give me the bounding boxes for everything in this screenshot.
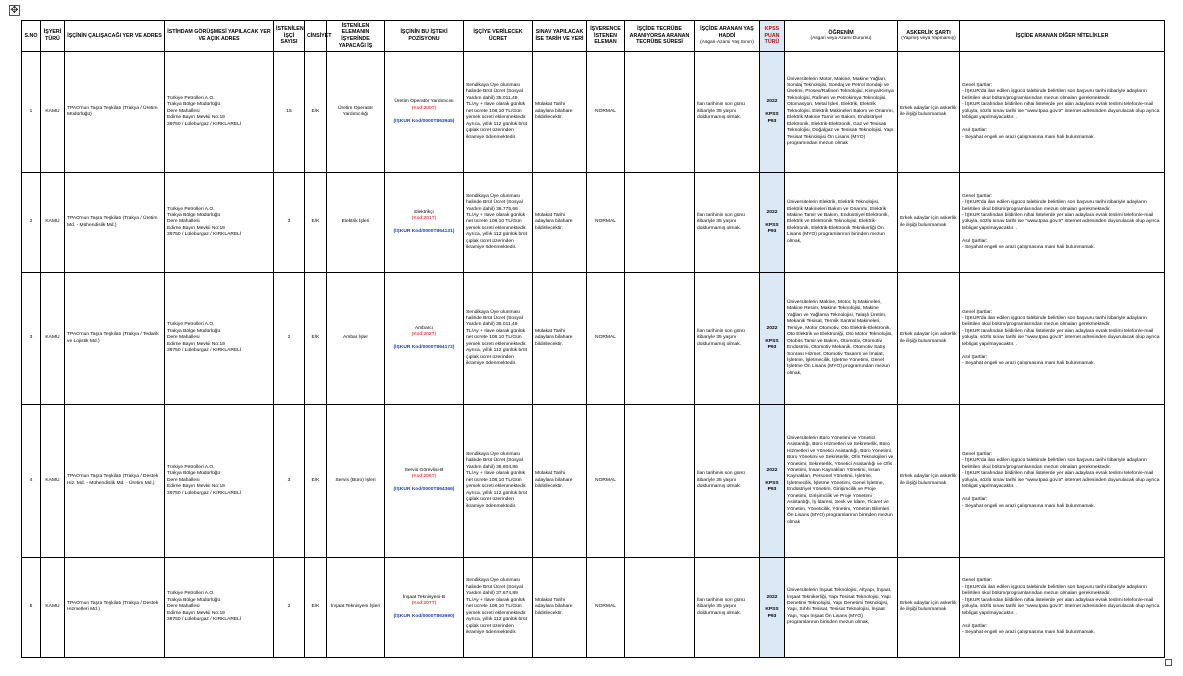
pozisyon-title: Ambarcı (414, 325, 434, 331)
cell-diger: Genel Şartlar: - İŞKUR'da ilan edilen işgücü talebinde belirtilen son başvuru tarihi itibariyle adayların belirtilen okul bölüm/programlarından mezun olmaları gerekmektedir. - İŞKUR tarafından bildirilen nihai listelerde yer alan adaylara evrak teslimi telefon/e-mail yoluyla, sözlü sınav tarihi ise "www.tpao.gov.tr" internet adresinden duyurulacak olup ayrıca tebligat yapılmayacaktır. . Asıl Şartlar: - Seyahat engeli ve arazi çalışmasına mani hali bulunmamak. (960, 173, 1165, 273)
table-move-handle-icon[interactable]: ✥ (10, 5, 19, 16)
cell-diger: Genel Şartlar: - İŞKUR'da ilan edilen işgücü talebinde belirtilen son başvuru tarihi itibariyle adayların belirtilen okul bölüm/programlarından mezun olmaları gerekmektedir. - İŞKUR tarafından bildirilen nihai listelerde yer alan adaylara evrak teslimi telefon/e-mail yoluyla, sözlü sınav tarihi ise "www.tpao.gov.tr" internet adresinden duyurulacak olup ayrıca tebligat yapılmayacaktır. . Asıl Şartlar: - Seyahat engeli ve arazi çalışmasına mani hali bulunmamak. (960, 405, 1165, 558)
cell-diger: Genel Şartlar: - İŞKUR'da ilan edilen işgücü talebinde belirtilen son başvuru tarihi itibariyle adayların belirtilen okul bölüm/programlarından mezun olmaları gerekmektedir. - İŞKUR tarafından bildirilen nihai listelerde yer alan adaylara evrak teslimi telefon/e-mail yoluyla, sözlü sınav tarihi ise "www.tpao.gov.tr" internet adresinden duyurulacak olup ayrıca tebligat yapılmayacaktır. . Asıl Şartlar: - Seyahat engeli ve arazi çalışmasına mani hali bulunmamak. (960, 557, 1165, 657)
cell-isyeri-turu: KAMU (41, 405, 65, 558)
cell-isyeri-turu: KAMU (41, 173, 65, 273)
cell-cinsiyet: E/K (305, 405, 327, 558)
pozisyon-title: Üretim Operatör Yardımcısı (394, 99, 454, 105)
cell-kpss (760, 173, 785, 273)
header-ogrenim (785, 21, 898, 52)
header-sno: S.NO (22, 21, 41, 52)
header-ucret: İŞÇİYE VERİLECEK ÜCRET (464, 21, 533, 52)
cell-diger: Genel Şartlar: - İŞKUR'da ilan edilen işgücü talebinde belirtilen son başvuru tarihi itibariyle adayların belirtilen okul bölüm/programlarından mezun olmaları gerekmektedir. - İŞKUR tarafından bildirilen nihai listelerde yer alan adaylara evrak teslimi telefon/e-mail yoluyla, sözlü sınav tarihi ise "www.tpao.gov.tr" internet adresinden duyurulacak olup ayrıca tebligat yapılmayacaktır. . Asıl Şartlar: - Seyahat engeli ve arazi çalışmasına mani hali bulunmamak. (960, 52, 1165, 173)
header-askerlik-title: ASKERLİK ŞARTI (906, 29, 951, 36)
header-row (22, 21, 1165, 52)
kpss-year: 2022 (766, 325, 778, 331)
cell-tecrube (625, 52, 695, 173)
cell-ogrenim: Üniversitelerin Makine, Motor, İş Makineleri, Makine Resim, Makine Teknolojisi, Makine Yağları ve Yağlama Teknolojisi, Talaşlı Üretim, Mekanik Tesisat, Termik Santral Makineleri, Tersiye, Motor Otomotiv, Oto Elektrik-Elektronik, Oto Elektrik ve Elektroniği, Oto Motor Teknolojisi, Otobüs Tamir ve Bakım, Otomotiv, Otomotiv Endüstrisi, Otomotiv Mekanik, Otomotiv Satış Sonrası Hizmet, Otomotiv Tasarım ve İmalat, İşletme, İşletmecilik, İşletme Yönetimi, Genel İşletme Ön Lisans (MYO) programından mezun olmak, (785, 273, 898, 405)
cell-pozisyon (385, 273, 464, 405)
table-row (22, 173, 1165, 273)
cell-sinav: Mülakat Tarihi adaylara bilahare bildirilecektir. (533, 52, 587, 173)
cell-yas: İlan tarihinin son günü itibariyle 35 yaşını doldurmamış olmak. (695, 273, 760, 405)
cell-gorusme-yeri: Türkiye Petrolleri A.O. Trakya Bölge Müdürlüğü Dere Mahallesi Edirne Bayırı Mevkii No:19 39750 / Lüleburgaz / KIRKLARELİ (165, 273, 274, 405)
cell-istenen-eleman: NORMAL (587, 52, 625, 173)
cell-askerlik: Erkek adaylar için askerlik ile ilişiği bulunmamak (898, 405, 960, 558)
cell-sno: 3 (22, 273, 41, 405)
cell-calisma-yeri: TPAO'nun Taşra Teşkilatı (Trakya / Destek Hiz. Md. - Mühendislik Md. - Üretim Md.) (65, 405, 165, 558)
cell-kpss (760, 52, 785, 173)
cell-calisma-yeri: TPAO'nun Taşra Teşkilatı (Trakya / Tedarik ve Lojistik Md.) (65, 273, 165, 405)
cell-ogrenim: Üniversitelerin İnşaat Teknolojisi, Altyapı, İnşaat, İnşaat Teknikerliği, Yapı Tesisat Teknolojisi, Yapı Denetimi Teknolojisi, Yapı Denetimi Teknolojisi, Yapı, Sıhhi Tesisat, Tesisat Teknolojisi, İnşaat Yapı, Yapı İnşaat Ön Lisans (MYO) programlarının birinden mezun olmak, (785, 557, 898, 657)
cell-ucret: Sendikaya Üye olunması halinde Brüt Ücret (Sosyal Yardım dahil) 35.011,49 TL/Ay + Ilave olarak günlük net ücrete 108,10 TL/Gün yemek ücreti eklenmektedir. Ayrıca, yıllık 112 günlük brüt çıplak ücret üzerinden ikramiye ödenmektedir. (464, 273, 533, 405)
pozisyon-title: İnşaat Teknisyeni-B (402, 594, 446, 600)
table-row (22, 273, 1165, 405)
cell-cinsiyet: E/K (305, 557, 327, 657)
table-body (22, 52, 1165, 658)
cell-sno: 2 (22, 173, 41, 273)
header-calisma-yeri: İŞÇİNİN ÇALIŞACAĞI YER VE ADRES (65, 21, 165, 52)
table-row (22, 405, 1165, 558)
header-ogrenim-sub: (Asgari veya Azami Durumu) (810, 36, 872, 42)
kpss-type: KPSS P93 (765, 607, 779, 619)
pozisyon-kod: (Kod:201T) (411, 216, 437, 222)
cell-pozisyon (385, 52, 464, 173)
header-istenen-eleman: İŞVERENCE İSTENEN ELEMAN (587, 21, 625, 52)
kpss-type: KPSS P93 (765, 480, 779, 493)
pozisyon-iskur-kod: (İŞKUR Kod/0000T863690) (393, 613, 455, 619)
header-isyeri-turu: İŞYERİ TÜRÜ (41, 21, 65, 52)
cell-isci-sayisi: 2 (274, 273, 305, 405)
cell-gorusme-yeri: Türkiye Petrolleri A.O. Trakya Bölge Müdürlüğü Dere Mahallesi Edirne Bayırı Mevkii No:19 39750 / Lüleburgaz / KIRKLARELİ (165, 173, 274, 273)
kpss-type: KPSS P93 (765, 112, 779, 124)
cell-ucret: Sendikaya Üye olunması halinde Brüt Ücret (Sosyal Yardım dahil) 35.011,49 TL/Ay + Ilave olarak günlük net ücrete 108,10 TL/Gün yemek ücreti eklenmektedir. Ayrıca, yıllık 112 günlük brüt çıplak ücret üzerinden ikramiye ödenmektedir. (464, 52, 533, 173)
cell-sno: 1 (22, 52, 41, 173)
cell-sno: 4 (22, 405, 41, 558)
cell-ogrenim: Üniversitelerin Elektrik, Elektrik Teknolojisi, Elektrik Makineleri Bakım ve Onarımı, Elektrik Makine Tamir ve Bakım, Endüstriyel Elektronik, Elektrik ve Elektronik Teknolojisi, Elektrik-Elektronik, Elektrik-Elektronik Teknikerliği Ön Lisans (MYO) programlarının birinden mezun olmak, (785, 173, 898, 273)
pozisyon-iskur-kod: (İŞKUR Kod/0000T864172) (393, 345, 455, 351)
table-resize-handle-icon[interactable] (1165, 659, 1172, 666)
cell-yapacagi-is: Servis (Büro) İşleri (327, 405, 385, 558)
cell-pozisyon (385, 405, 464, 558)
cell-yas: İlan tarihinin son günü itibariyle 35 yaşını doldurmamış olmak. (695, 557, 760, 657)
pozisyon-kod: (Kod:207T) (411, 600, 437, 606)
header-pozisyon: İŞÇİNİN BU İŞTEKİ POZİSYONU (385, 21, 464, 52)
pozisyon-iskur-kod: (İŞKUR Kod/0000T864131) (393, 229, 455, 235)
cell-yas: İlan tarihinin son günü itibariyle 35 yaşını doldurmamış olmak. (695, 52, 760, 173)
cell-isci-sayisi: 15 (274, 52, 305, 173)
cell-yas: İlan tarihinin son günü itibariyle 35 yaşını doldurmamış olmak. (695, 405, 760, 558)
cell-isci-sayisi: 3 (274, 405, 305, 558)
pozisyon-kod: (Kod:200T) (411, 105, 437, 111)
kpss-year: 2022 (766, 594, 778, 600)
pozisyon-kod: (Kod:202T) (411, 332, 437, 338)
cell-ucret: Sendikaya Üye olunması halinde Brüt Ücret (Sosyal Yardım dahil) 36.775,66 TL/Ay + Ilave olarak günlük net ücrete 108,10 TL/Gün yemek ücreti eklenmektedir. Ayrıca, yıllık 112 günlük brüt çıplak ücret üzerinden ikramiye ödenmektedir. (464, 173, 533, 273)
cell-askerlik: Erkek adaylar için askerlik ile ilişiği bulunmamak (898, 273, 960, 405)
cell-isyeri-turu: KAMU (41, 52, 65, 173)
cell-ucret: Sendikaya Üye olunması halinde Brüt Ücret (Sosyal Yardım dahil) 37.674,89 TL/Ay + Ilave olarak günlük net ücrete 108,10 TL/Gün yemek ücreti eklenmektedir. Ayrıca, yıllık 112 günlük brüt çıplak ücret üzerinden ikramiye ödenmektedir. (464, 557, 533, 657)
pozisyon-title: Elektrikçi (414, 209, 434, 215)
header-sinav: SINAV YAPILACAK İSE TARİH VE YERİ (533, 21, 587, 52)
kpss-year: 2022 (766, 468, 778, 474)
cell-istenen-eleman: NORMAL (587, 173, 625, 273)
cell-pozisyon (385, 557, 464, 657)
cell-tecrube (625, 273, 695, 405)
cell-isci-sayisi: 3 (274, 173, 305, 273)
header-kpss: KPSS PUAN TÜRÜ (760, 21, 785, 52)
cell-isci-sayisi: 2 (274, 557, 305, 657)
cell-kpss (760, 557, 785, 657)
cell-askerlik: Erkek adaylar için askerlik ile ilişiği bulunmamak (898, 557, 960, 657)
cell-istenen-eleman: NORMAL (587, 273, 625, 405)
cell-yapacagi-is: İnşaat Teknisyeni İşleri (327, 557, 385, 657)
pozisyon-iskur-kod: (İŞKUR Kod/0000T863945) (393, 118, 455, 124)
header-ogrenim-title: ÖĞRENİM (828, 29, 854, 36)
cell-yapacagi-is: Üretim Operatör Yardımcılığı (327, 52, 385, 173)
header-gorusme-yeri: İSTİHDAM GÖRÜŞMESİ YAPILACAK YER VE AÇIK ADRES (165, 21, 274, 52)
cell-ucret: Sendikaya Üye olunması halinde Brüt Ücret (Sosyal Yardım dahil) 35.804,86 TL/Ay + Ilave olarak günlük net ücrete 108,10 TL/Gün yemek ücreti eklenmektedir. Ayrıca, yıllık 112 günlük brüt çıplak ücret üzerinden ikramiye ödenmektedir. (464, 405, 533, 558)
cell-sinav: Mülakat Tarihi adaylara bilahare bildirilecektir. (533, 557, 587, 657)
cell-isyeri-turu: KAMU (41, 273, 65, 405)
cell-gorusme-yeri: Türkiye Petrolleri A.O. Trakya Bölge Müdürlüğü Dere Mahallesi Edirne Bayırı Mevkii No:19 39750 / Lüleburgaz / KIRKLARELİ (165, 557, 274, 657)
cell-tecrube (625, 405, 695, 558)
kpss-type: KPSS P93 (765, 338, 779, 351)
header-diger: İŞÇİDE ARANAN DİĞER NİTELİKLER (960, 21, 1165, 52)
kpss-type: KPSS P93 (765, 222, 779, 235)
pozisyon-title: Servis Görevlisi-B (404, 468, 444, 474)
cell-cinsiyet: E/K (305, 173, 327, 273)
kpss-year: 2022 (766, 209, 778, 215)
cell-yapacagi-is: Elektrik İşleri (327, 173, 385, 273)
header-tecrube: İŞÇİDE TECRÜBE ARANIYORSA ARANAN TECRÜBE SÜRESİ (625, 21, 695, 52)
table-row (22, 557, 1165, 657)
kpss-year: 2022 (766, 99, 778, 105)
header-yas-sub: (Asgari-Azami Yaş Sınırı) (700, 39, 754, 45)
cell-calisma-yeri: TPAO'nun Taşra Teşkilatı (Trakya / Destek Hizmetleri Md.) (65, 557, 165, 657)
cell-sinav: Mülakat Tarihi adaylara bilahare bildirilecektir. (533, 173, 587, 273)
job-listing-table (21, 20, 1165, 658)
cell-gorusme-yeri: Türkiye Petrolleri A.O. Trakya Bölge Müdürlüğü Dere Mahallesi Edirne Bayırı Mevkii No:19 39750 / Lüleburgaz / KIRKLARELİ (165, 52, 274, 173)
header-isci-sayisi: İSTENİLEN İŞÇİ SAYISI (274, 21, 305, 52)
header-cinsiyet: CİNSİYET (305, 21, 327, 52)
cell-kpss (760, 273, 785, 405)
cell-cinsiyet: E/K (305, 52, 327, 173)
header-askerlik (898, 21, 960, 52)
cell-yapacagi-is: Ambar İşler (327, 273, 385, 405)
cell-askerlik: Erkek adaylar için askerlik ile ilişiği bulunmamak (898, 52, 960, 173)
cell-askerlik: Erkek adaylar için askerlik ile ilişiği bulunmamak (898, 173, 960, 273)
cell-diger: Genel Şartlar: - İŞKUR'da ilan edilen işgücü talebinde belirtilen son başvuru tarihi itibariyle adayların belirtilen okul bölüm/programlarından mezun olmaları gerekmektedir. - İŞKUR tarafından bildirilen nihai listelerde yer alan adaylara evrak teslimi telefon/e-mail yoluyla, sözlü sınav tarihi ise "www.tpao.gov.tr" internet adresinden duyurulacak olup ayrıca tebligat yapılmayacaktır. . Asıl Şartlar: - Seyahat engeli ve arazi çalışmasına mani hali bulunmamak. (960, 273, 1165, 405)
cell-sinav: Mülakat Tarihi adaylara bilahare bildirilecektir. (533, 405, 587, 558)
cell-istenen-eleman: NORMAL (587, 405, 625, 558)
cell-yas: İlan tarihinin son günü itibariyle 35 yaşını doldurmamış olmak. (695, 173, 760, 273)
cell-calisma-yeri: TPAO'nun Taşra Teşkilatı (Trakya / Üretim Md. - Mühendislik Md.) (65, 173, 165, 273)
cell-cinsiyet: E/K (305, 273, 327, 405)
pozisyon-iskur-kod: (İŞKUR Kod/0000T864366) (393, 487, 455, 493)
cell-tecrube (625, 557, 695, 657)
cell-sno: 5 (22, 557, 41, 657)
cell-kpss (760, 405, 785, 558)
cell-gorusme-yeri: Türkiye Petrolleri A.O. Trakya Bölge Müdürlüğü Dere Mahallesi Edirne Bayırı Mevkii No:19 39750 / Lüleburgaz / KIRKLARELİ (165, 405, 274, 558)
cell-isyeri-turu: KAMU (41, 557, 65, 657)
header-yas (695, 21, 760, 52)
cell-calisma-yeri: TPAO'nun Taşra Teşkilatı (Trakya / Üretim Müdürlüğü) (65, 52, 165, 173)
header-yas-title: İŞÇİDE ARANAN YAŞ HADDİ (700, 26, 754, 39)
table-row (22, 52, 1165, 173)
cell-istenen-eleman: NORMAL (587, 557, 625, 657)
cell-sinav: Mülakat Tarihi adaylara bilahare bildirilecektir. (533, 273, 587, 405)
cell-pozisyon (385, 173, 464, 273)
cell-ogrenim: Üniversitelerin Büro Yönetimi ve Yönetici Asistanlığı, Büro Hizmetleri ve Sekreterlik, Büro Hizmetleri ve Yönetici Asistanlığı, Büro Yönetimi, Büro Yönetimi ve Sekreterlik, Ofis Teknolojileri ve Yönetimi, Sekreterlik, Yönetici Asistanlığı ve Ofis Yönetimi, İnsan Kaynakları Yönetimi, İnsan Kaynakları, Personel Yönetimi, İşletme, İşletmecilik, İşletme Yönetimi, Genel İşletme, Endüstriyel Yönetim, Girişimcilik ve Proje Yönetimi, Girişimcilik ve Proje Yönetimi Asistanlığı, İş İdaresi, Sevk ve İdare, Ticaret ve Yönetim, Yöneticilik, Yönetim, Yönetim Bilimleri Ön Lisans (MYO) programlarının birinden mezun olmak (785, 405, 898, 558)
pozisyon-kod: (Kod:206T) (411, 474, 437, 480)
cell-ogrenim: Üniversitelerin Motor, Makine, Makine Yağları, Sondaj Teknolojisi, Sondaj ve Petrol Sondajı ve Üretimi, Proses/Rafineri Teknolojisi, Kimya/Kimya Teknolojisi, Rafineri ve Petrokimya Teknolojisi, Otomasyon, Metal İşleri, Elektrik, Elektrik Teknolojisi, Elektrik Makineleri Bakım ve Onarımı, Elektrik Makine Tamir ve Bakım, Endüstriyel Elektronik, Elektrik-Elektronik, Gaz ve Tesisatı Teknolojisi, Doğalgaz ve Tesisatı Teknolojisi, Yapı Tesisat Teknolojisi Ön Lisans (MYO) programından mezun olmak (785, 52, 898, 173)
header-askerlik-sub: (Yapmış veya Yapmamış) (901, 36, 956, 42)
header-yapacagi-is: İSTENİLEN ELEMANIN İŞYERİNDE YAPACAĞI İŞ (327, 21, 385, 52)
cell-tecrube (625, 173, 695, 273)
